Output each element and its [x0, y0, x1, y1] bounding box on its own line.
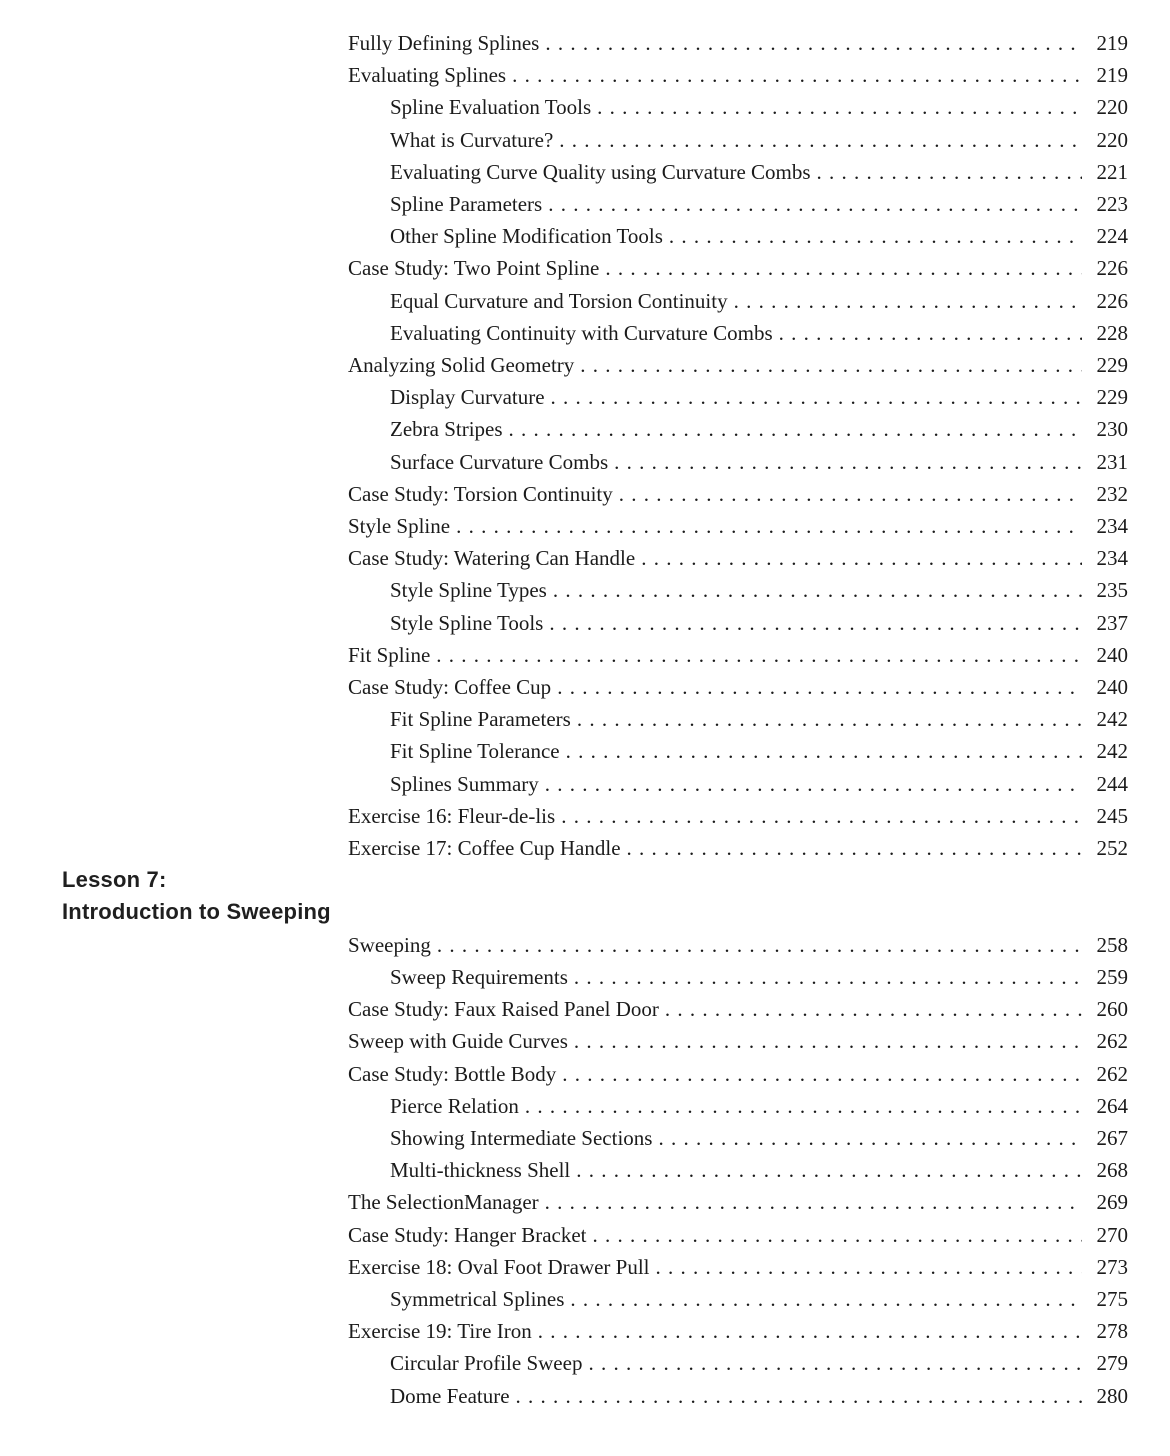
toc-entry-page: 278	[1096, 1319, 1128, 1344]
dot-leader	[551, 381, 1082, 413]
toc-entry-title: The SelectionManager	[348, 1190, 539, 1215]
toc-entry	[348, 252, 1128, 284]
dot-leader	[627, 832, 1082, 864]
toc-entry	[390, 446, 1128, 478]
toc-entry	[348, 59, 1128, 91]
toc-entry-title: Evaluating Splines	[348, 63, 507, 88]
toc-entry-title: Equal Curvature and Torsion Continuity	[390, 288, 728, 313]
toc-entry-title: Case Study: Coffee Cup	[348, 675, 552, 700]
toc-entry	[348, 27, 1128, 59]
dot-leader	[576, 1154, 1082, 1186]
toc-entry-title: Style Spline Tools	[390, 610, 544, 635]
toc-entry-page: 226	[1096, 288, 1128, 313]
table-of-contents	[0, 27, 1170, 1412]
toc-entry-title: Evaluating Continuity with Curvature Combs	[390, 320, 773, 345]
toc-entry-page: 242	[1096, 707, 1128, 732]
toc-entry-title: Style Spline Types	[390, 578, 547, 603]
toc-entry-page: 237	[1096, 610, 1128, 635]
toc-entry-title: Dome Feature	[390, 1383, 510, 1408]
toc-entry-page: 231	[1096, 449, 1128, 474]
toc-entry-page: 252	[1096, 836, 1128, 861]
dot-leader	[605, 252, 1082, 284]
toc-entry-title: Pierce Relation	[390, 1093, 519, 1118]
toc-entry-page: 279	[1096, 1351, 1128, 1376]
dot-leader	[545, 768, 1082, 800]
toc-entry	[348, 1025, 1128, 1057]
dot-leader	[574, 961, 1082, 993]
dot-leader	[509, 413, 1082, 445]
toc-entry-title: Zebra Stripes	[390, 417, 503, 442]
toc-entry	[390, 768, 1128, 800]
toc-entry-title: Fully Defining Splines	[348, 31, 540, 55]
toc-entry-page: 267	[1096, 1125, 1128, 1150]
toc-entry-page: 264	[1096, 1093, 1128, 1118]
dot-leader	[545, 1186, 1082, 1218]
toc-entry-page: 220	[1096, 127, 1128, 152]
toc-entry	[348, 993, 1128, 1025]
toc-entry-title: Fit Spline Tolerance	[390, 739, 560, 764]
toc-entry-page: 240	[1096, 642, 1128, 667]
dot-leader	[656, 1251, 1082, 1283]
dot-leader	[779, 317, 1082, 349]
toc-entry-title: Multi-thickness Shell	[390, 1158, 571, 1183]
dot-leader	[562, 1058, 1082, 1090]
toc-entry-page: 234	[1096, 546, 1128, 571]
toc-entry-title: Exercise 18: Oval Foot Drawer Pull	[348, 1254, 650, 1279]
toc-entry	[348, 349, 1128, 381]
toc-entry	[390, 1283, 1128, 1315]
toc-entry-page: 273	[1096, 1254, 1128, 1279]
toc-entry-title: Sweep Requirements	[390, 964, 568, 989]
dot-leader	[516, 1380, 1082, 1412]
toc-entry	[390, 961, 1128, 993]
toc-entry-title: Exercise 17: Coffee Cup Handle	[348, 836, 621, 861]
toc-entry	[390, 220, 1128, 252]
toc-entry	[348, 929, 1128, 961]
toc-entry	[390, 574, 1128, 606]
toc-entry-page: 268	[1096, 1158, 1128, 1183]
toc-entry	[390, 1122, 1128, 1154]
dot-leader	[577, 703, 1082, 735]
toc-entry	[348, 832, 1128, 864]
toc-entry-page: 244	[1096, 771, 1128, 796]
dot-leader	[817, 156, 1082, 188]
toc-entry-title: Symmetrical Splines	[390, 1286, 565, 1311]
toc-entry-title: Spline Parameters	[390, 192, 543, 217]
toc-entry	[348, 542, 1128, 574]
toc-entry	[348, 478, 1128, 510]
dot-leader	[561, 800, 1082, 832]
toc-entry-page: 229	[1096, 385, 1128, 410]
dot-leader	[549, 607, 1082, 639]
toc-entry	[348, 671, 1128, 703]
toc-entry	[348, 639, 1128, 671]
dot-leader	[658, 1122, 1082, 1154]
toc-entry-title: Surface Curvature Combs	[390, 449, 609, 474]
toc-entry-title: Showing Intermediate Sections	[390, 1125, 653, 1150]
toc-entry-page: 220	[1096, 95, 1128, 120]
toc-entry-title: Circular Profile Sweep	[390, 1351, 583, 1376]
dot-leader	[538, 1315, 1082, 1347]
toc-entry-title: Case Study: Two Point Spline	[348, 256, 600, 281]
lesson-heading	[62, 864, 1170, 928]
dot-leader	[456, 510, 1082, 542]
dot-leader	[574, 1025, 1082, 1057]
toc-entry	[390, 735, 1128, 767]
dot-leader	[665, 993, 1082, 1025]
toc-entry-title: Case Study: Bottle Body	[348, 1061, 557, 1086]
dot-leader	[525, 1090, 1082, 1122]
toc-entry-title: Fit Spline Parameters	[390, 707, 571, 732]
dot-leader	[545, 27, 1082, 59]
dot-leader	[512, 59, 1082, 91]
dot-leader	[597, 91, 1082, 123]
toc-entry-title: Sweep with Guide Curves	[348, 1029, 568, 1054]
toc-entry-page: 258	[1096, 932, 1128, 957]
toc-entry-title: Analyzing Solid Geometry	[348, 353, 575, 378]
dot-leader	[553, 574, 1082, 606]
toc-entry-title: Case Study: Torsion Continuity	[348, 481, 613, 506]
toc-entry-page: 280	[1096, 1383, 1128, 1408]
dot-leader	[437, 929, 1082, 961]
toc-entry-page: 221	[1096, 159, 1128, 184]
dot-leader	[436, 639, 1082, 671]
toc-entry	[348, 1186, 1128, 1218]
dot-leader	[557, 671, 1082, 703]
toc-entry-page: 235	[1096, 578, 1128, 603]
toc-entry	[390, 1347, 1128, 1379]
toc-entry	[348, 800, 1128, 832]
toc-entry-page: 226	[1096, 256, 1128, 281]
toc-entry	[390, 381, 1128, 413]
toc-entry-page: 234	[1096, 514, 1128, 539]
toc-entry	[390, 156, 1128, 188]
dot-leader	[734, 285, 1082, 317]
toc-entry-title: Other Spline Modification Tools	[390, 224, 663, 249]
toc-entry	[390, 188, 1128, 220]
toc-entry-title: Case Study: Faux Raised Panel Door	[348, 997, 659, 1022]
toc-entry	[390, 413, 1128, 445]
toc-entry-title: Spline Evaluation Tools	[390, 95, 592, 120]
toc-entry	[348, 1251, 1128, 1283]
toc-entry	[390, 703, 1128, 735]
toc-entry-page: 262	[1096, 1061, 1128, 1086]
dot-leader	[580, 349, 1082, 381]
toc-entry	[348, 1219, 1128, 1251]
toc-entry	[390, 91, 1128, 123]
toc-entry-page: 242	[1096, 739, 1128, 764]
toc-entry	[348, 1058, 1128, 1090]
toc-entry	[348, 1315, 1128, 1347]
dot-leader	[669, 220, 1082, 252]
toc-entry-title: Exercise 19: Tire Iron	[348, 1319, 532, 1344]
toc-entry-page: 275	[1096, 1286, 1128, 1311]
toc-entry-page: 223	[1096, 192, 1128, 217]
toc-entry-page: 230	[1096, 417, 1128, 442]
dot-leader	[588, 1347, 1082, 1379]
dot-leader	[619, 478, 1082, 510]
toc-entry-page: 228	[1096, 320, 1128, 345]
toc-entry-page: 269	[1096, 1190, 1128, 1215]
toc-entry-title: Sweeping	[348, 932, 431, 957]
toc-entry-page: 259	[1096, 964, 1128, 989]
toc-entry	[390, 285, 1128, 317]
toc-entry	[390, 124, 1128, 156]
toc-entry	[348, 510, 1128, 542]
lesson-heading-line: Lesson 7:	[62, 867, 167, 893]
toc-entry-page: 224	[1096, 224, 1128, 249]
toc-entry-title: Splines Summary	[390, 771, 539, 796]
dot-leader	[566, 735, 1082, 767]
toc-entry-page: 240	[1096, 675, 1128, 700]
dot-leader	[593, 1219, 1082, 1251]
toc-entry-page: 262	[1096, 1029, 1128, 1054]
toc-entry	[390, 317, 1128, 349]
toc-entry-title: Case Study: Hanger Bracket	[348, 1222, 587, 1247]
toc-entry-title: Fit Spline	[348, 642, 431, 667]
toc-entry-title: Display Curvature	[390, 385, 545, 410]
toc-entry-title: Evaluating Curve Quality using Curvature Combs	[390, 159, 811, 184]
toc-entry-title: Case Study: Watering Can Handle	[348, 546, 636, 571]
toc-entry	[390, 1090, 1128, 1122]
toc-entry-page: 219	[1096, 31, 1128, 55]
toc-entry	[390, 607, 1128, 639]
toc-entry	[390, 1380, 1128, 1412]
toc-entry-page: 229	[1096, 353, 1128, 378]
toc-entry-page: 245	[1096, 803, 1128, 828]
lesson-heading-line: Introduction to Sweeping	[62, 899, 331, 925]
dot-leader	[570, 1283, 1082, 1315]
toc-entry-page: 232	[1096, 481, 1128, 506]
dot-leader	[548, 188, 1082, 220]
toc-entry-page: 260	[1096, 997, 1128, 1022]
toc-entry-title: What is Curvature?	[390, 127, 554, 152]
toc-entry	[390, 1154, 1128, 1186]
toc-entry-page: 219	[1096, 63, 1128, 88]
dot-leader	[641, 542, 1082, 574]
toc-entry-title: Style Spline	[348, 514, 451, 539]
dot-leader	[614, 446, 1082, 478]
toc-entry-title: Exercise 16: Fleur-de-lis	[348, 803, 556, 828]
dot-leader	[559, 124, 1082, 156]
toc-entry-page: 270	[1096, 1222, 1128, 1247]
